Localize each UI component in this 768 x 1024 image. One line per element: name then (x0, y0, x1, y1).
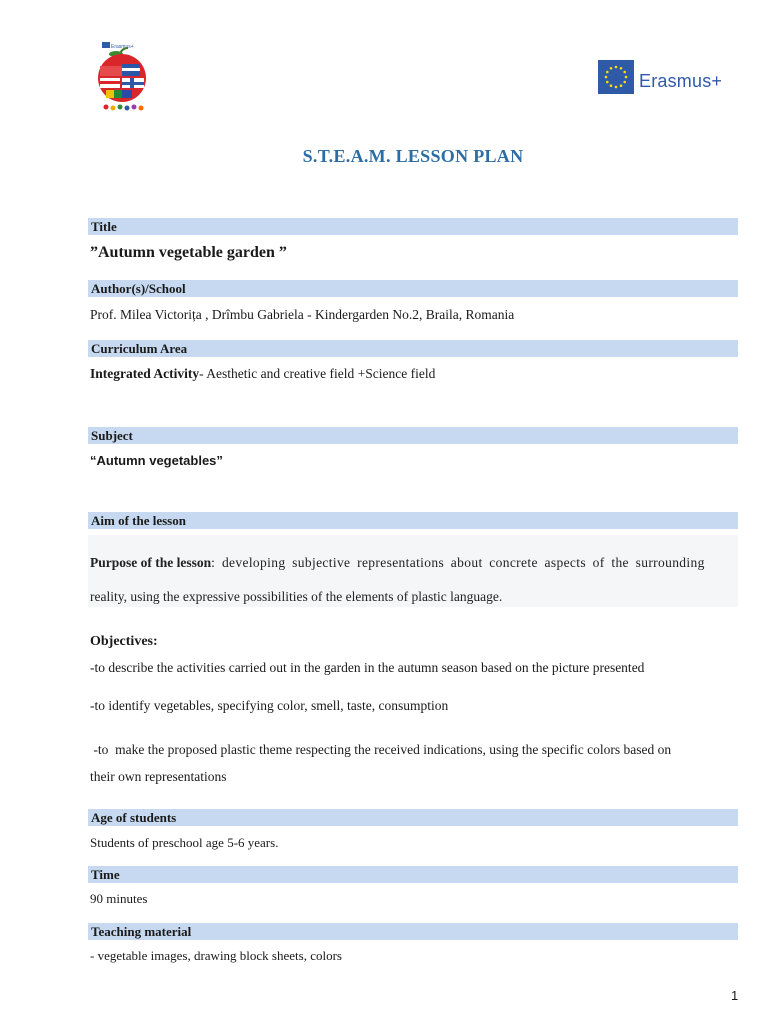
material-section-header: Teaching material (88, 923, 738, 940)
aim-section-header: Aim of the lesson (88, 512, 738, 529)
curriculum-text (90, 365, 435, 383)
material-text: - vegetable images, drawing block sheets, colors (90, 948, 342, 963)
authors-section-header: Author(s)/School (88, 280, 738, 297)
objective-item-1: -to describe the activities carried out in the garden in the autumn season based on the picture presented (90, 660, 645, 675)
document-title: S.T.E.A.M. LESSON PLAN (302, 146, 524, 166)
aim-text-line1 (90, 554, 705, 572)
objective-item-2: -to identify vegetables, specifying color, smell, taste, consumption (90, 698, 449, 713)
project-apple-logo (92, 40, 154, 114)
authors-text: Prof. Milea Victorița , Drîmbu Gabriela - Kindergarden No.2, Braila, Romania (90, 307, 515, 322)
erasmus-plus-logo (598, 60, 728, 96)
time-section-header: Time (88, 866, 738, 883)
title-section-header: Title (88, 218, 738, 235)
objective-item-3: -to make the proposed plastic theme respecting the received indications, using the specific colors based on (90, 742, 672, 757)
curriculum-label: Integrated Activity (90, 366, 200, 381)
aim-label: Purpose of the lesson (90, 555, 212, 570)
erasmus-logo-text: Erasmus+ (639, 71, 723, 91)
page-number: 1 (731, 988, 739, 1003)
subject-section-header: Subject (88, 427, 738, 444)
eu-flag-icon (598, 60, 634, 94)
project-logo-label: Erasmus+ (111, 44, 134, 50)
aim-text-continued: : developing subjective representations about concrete aspects of the surrounding (211, 555, 705, 570)
age-section-header: Age of students (88, 809, 738, 826)
time-text: 90 minutes (90, 891, 148, 906)
age-text: Students of preschool age 5-6 years. (90, 835, 279, 850)
aim-text-line2: reality, using the expressive possibilities of the elements of plastic language. (90, 589, 503, 604)
curriculum-section-header: Curriculum Area (88, 340, 738, 357)
lesson-title: ”Autumn vegetable garden ” (90, 244, 287, 261)
objectives-heading: Objectives: (90, 634, 158, 649)
objective-item-3-continued: their own representations (90, 769, 227, 784)
subject-text: “Autumn vegetables” (90, 453, 223, 468)
curriculum-value: - Aesthetic and creative field +Science field (199, 366, 436, 381)
